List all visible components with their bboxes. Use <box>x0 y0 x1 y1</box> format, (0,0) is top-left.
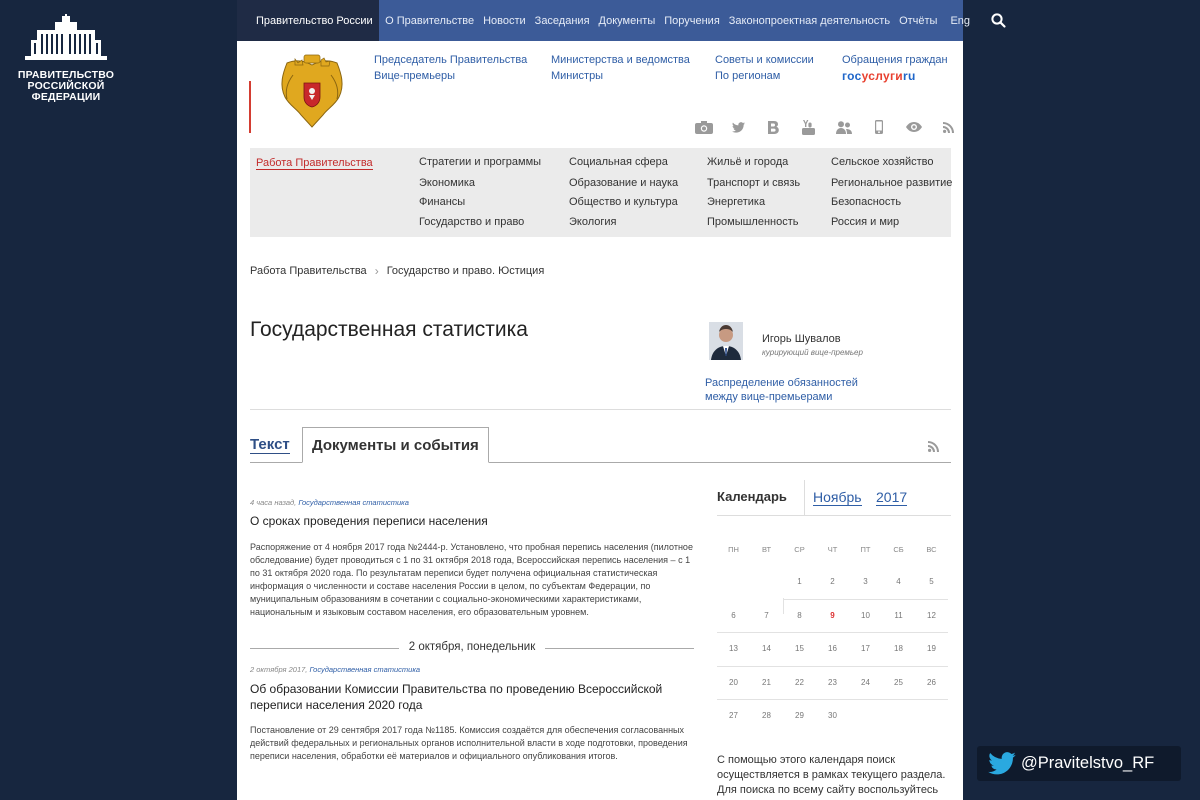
social-links <box>686 119 966 135</box>
twitter-bird-icon <box>988 752 1016 775</box>
curator-role: курирующий вице-премьер <box>762 348 863 357</box>
weekday-label: СБ <box>893 545 904 554</box>
calendar-day[interactable]: 30 <box>828 711 837 720</box>
cat-transport[interactable]: Транспорт и связь <box>707 177 801 189</box>
article-time: 2 октября 2017, <box>250 665 308 674</box>
article-summary: Распоряжение от 4 ноября 2017 года №2444-р. Установлено, что пробная перепись населения (пилотное обследование) будет проводиться с 1 по 31 октября 2018 года, Всероссийская перепись населения – с 1 по 31 октября 2020 года. По результатам переписи будет получена официальная статистическая информация о численности и составе населения России в целом, по субъектам Федерации, по муниципальным образованиям в сочетании с социально-экономическими характеристиками, национальным и языковым составом населения, его образовательным уровнем. <box>250 542 693 617</box>
calendar-day[interactable]: 4 <box>896 577 901 586</box>
tab-documents-events[interactable]: Документы и события <box>302 427 489 463</box>
weekday-label: ПН <box>728 545 739 554</box>
weekday-label: ПТ <box>860 545 871 554</box>
breadcrumb <box>250 264 544 278</box>
gosuslugi-part-1: гос <box>842 68 862 83</box>
cat-regional[interactable]: Региональное развитие <box>831 177 953 189</box>
calendar-row-line <box>717 632 948 633</box>
nav-english[interactable]: Eng <box>950 14 971 27</box>
brand-line-3: ФЕДЕРАЦИИ <box>31 91 101 103</box>
rss-icon[interactable] <box>931 119 966 135</box>
calendar-day[interactable]: 8 <box>797 610 802 620</box>
calendar-day[interactable]: 21 <box>762 677 771 687</box>
twitter-handle: @Pravitelstvo_RF <box>1021 754 1155 772</box>
calendar-day[interactable]: 9 <box>830 610 835 620</box>
calendar-day[interactable]: 12 <box>927 610 936 620</box>
calendar-day[interactable]: 17 <box>861 644 870 653</box>
content-tabs <box>250 427 951 463</box>
date-divider <box>250 640 694 656</box>
calendar-month-select[interactable]: Ноябрь <box>813 489 862 505</box>
cat-education[interactable]: Образование и наука <box>569 177 679 189</box>
duties-link-line-1: Распределение обязанностей <box>705 377 858 389</box>
camera-icon[interactable] <box>686 119 721 135</box>
nav-reports[interactable]: Отчёты <box>899 14 938 27</box>
calendar-title: Календарь <box>717 489 787 504</box>
cat-agriculture[interactable]: Сельское хозяйство <box>831 156 934 168</box>
cat-energy[interactable]: Энергетика <box>707 196 766 208</box>
people-icon[interactable] <box>826 119 861 135</box>
cat-ecology[interactable]: Экология <box>569 216 617 228</box>
calendar-day[interactable]: 16 <box>828 644 837 653</box>
cat-strategies[interactable]: Стратегии и программы <box>419 156 542 168</box>
cat-state-law[interactable]: Государство и право <box>419 216 525 228</box>
calendar-day[interactable]: 27 <box>729 711 738 720</box>
article-time: 4 часа назад, <box>250 498 297 507</box>
cat-government-work[interactable]: Работа Правительства <box>256 157 373 169</box>
category-menu <box>250 148 951 237</box>
calendar-header-line <box>717 515 951 516</box>
government-logo[interactable] <box>14 14 118 103</box>
calendar-day[interactable]: 25 <box>894 677 903 687</box>
article-tag[interactable]: Государственная статистика <box>309 665 421 674</box>
calendar-day[interactable]: 15 <box>795 644 804 653</box>
link-chairman[interactable]: Председатель Правительства <box>374 54 528 66</box>
calendar-day[interactable]: 29 <box>795 711 804 720</box>
date-divider-label: 2 октября, понедельник <box>408 641 536 653</box>
divider <box>250 409 951 410</box>
calendar-day[interactable]: 19 <box>927 644 936 653</box>
gosuslugi-part-3: ru <box>902 68 916 83</box>
eye-icon[interactable] <box>896 119 931 135</box>
calendar-day[interactable]: 14 <box>762 644 771 653</box>
calendar-day[interactable]: 28 <box>762 711 771 720</box>
calendar-year-select[interactable]: 2017 <box>876 489 908 505</box>
tab-text[interactable]: Текст <box>250 436 290 453</box>
calendar-day[interactable]: 1 <box>797 577 802 586</box>
calendar-day[interactable]: 23 <box>828 677 837 687</box>
calendar-day[interactable]: 20 <box>729 677 738 687</box>
article-title[interactable]: Об образовании Комиссии Правительства по проведению Всероссийской переписи населения 2020 года <box>250 682 663 712</box>
link-ministries[interactable]: Министерства и ведомства <box>551 54 690 66</box>
weekday-label: СР <box>794 545 805 554</box>
calendar-note: С помощью этого календаря поиск осуществляется в рамках текущего раздела. Для поиска по всему сайту воспользуйтесь <box>717 754 946 796</box>
calendar-day[interactable]: 10 <box>861 610 870 620</box>
breadcrumb-item-2[interactable]: Государство и право. Юстиция <box>386 265 545 277</box>
chevron-right-icon: › <box>374 264 379 278</box>
twitter-icon[interactable] <box>721 119 756 135</box>
article-summary: Постановление от 29 сентября 2017 года №1185. Комиссия создаётся для обеспечения согласованных действий федеральных и региональных органов исполнительной власти в ходе подготовки, проведения переписи населения, обработки её материалов и официального опубликования итогов. <box>250 725 688 761</box>
article-title[interactable]: О сроках проведения переписи населения <box>250 514 488 528</box>
cat-economy[interactable]: Экономика <box>419 177 476 189</box>
nav-about[interactable]: О Правительстве <box>385 14 475 27</box>
search-icon[interactable] <box>983 0 1014 41</box>
calendar-day[interactable]: 6 <box>731 610 736 620</box>
link-ministers[interactable]: Министры <box>551 69 604 82</box>
calendar-row-line <box>783 599 948 600</box>
nav-documents[interactable]: Документы <box>598 14 656 27</box>
cat-security[interactable]: Безопасность <box>831 196 902 208</box>
brand-line-1: ПРАВИТЕЛЬСТВО <box>17 69 115 81</box>
calendar-day[interactable]: 13 <box>729 644 738 653</box>
curator-photo[interactable] <box>709 322 743 360</box>
weekday-label: ЧТ <box>827 545 838 554</box>
calendar-day[interactable]: 5 <box>929 577 934 586</box>
calendar-row-line <box>717 699 948 700</box>
coat-of-arms-icon[interactable] <box>275 55 349 135</box>
calendar-day[interactable]: 3 <box>863 577 868 586</box>
top-navigation <box>237 0 971 41</box>
article-meta <box>250 665 420 674</box>
calendar-day[interactable]: 26 <box>927 677 936 687</box>
youtube-icon[interactable] <box>791 119 826 135</box>
calendar-header-divider <box>804 480 805 515</box>
weekday-label: ВТ <box>761 545 772 554</box>
nav-meetings[interactable]: Заседания <box>534 14 590 27</box>
duties-link-line-2: между вице-премьерами <box>705 391 833 403</box>
brand-line-2: РОССИЙСКОЙ <box>27 80 105 92</box>
calendar-day[interactable]: 2 <box>830 577 835 586</box>
calendar-day[interactable]: 11 <box>894 610 903 620</box>
header-accent-line <box>249 81 251 133</box>
nav-government-russia[interactable]: Правительство России <box>237 0 379 41</box>
cat-social[interactable]: Социальная сфера <box>569 156 668 168</box>
calendar-day[interactable]: 7 <box>764 610 769 620</box>
curator-name[interactable]: Игорь Шувалов <box>762 333 841 345</box>
cat-housing[interactable]: Жильё и города <box>707 156 789 168</box>
cat-industry[interactable]: Промышленность <box>707 216 799 228</box>
article-tag[interactable]: Государственная статистика <box>298 498 409 507</box>
calendar-day[interactable]: 24 <box>861 677 870 687</box>
vk-icon[interactable] <box>756 119 791 135</box>
cat-society[interactable]: Общество и культура <box>569 196 678 208</box>
link-vice-premiers[interactable]: Вице-премьеры <box>374 69 456 82</box>
calendar-row-line <box>717 666 948 667</box>
nav-news[interactable]: Новости <box>483 14 526 27</box>
twitter-badge[interactable] <box>977 746 1181 781</box>
weekday-label: ВС <box>926 545 937 554</box>
rss-icon[interactable] <box>928 439 939 457</box>
page-title: Государственная статистика <box>250 318 528 341</box>
phone-icon[interactable] <box>861 119 896 135</box>
breadcrumb-item-1[interactable]: Работа Правительства <box>250 265 367 277</box>
link-councils[interactable]: Советы и комиссии <box>715 54 814 66</box>
nav-instructions[interactable]: Поручения <box>664 14 720 27</box>
date-divider-line <box>545 648 694 649</box>
cat-finance[interactable]: Финансы <box>419 196 466 208</box>
article-meta <box>250 498 409 507</box>
government-building-icon <box>17 14 115 64</box>
link-appeals[interactable]: Обращения граждан <box>842 54 948 66</box>
gosuslugi-part-2: услуги <box>861 68 903 83</box>
cat-russia-world[interactable]: Россия и мир <box>831 216 900 228</box>
link-regions[interactable]: По регионам <box>715 69 781 82</box>
calendar-day[interactable]: 18 <box>894 644 903 653</box>
duties-link[interactable] <box>705 376 858 404</box>
gosuslugi-link[interactable] <box>842 69 948 85</box>
calendar-day[interactable]: 22 <box>795 677 804 687</box>
nav-legislation[interactable]: Законопроектная деятельность <box>728 14 891 27</box>
main-page <box>237 0 971 800</box>
